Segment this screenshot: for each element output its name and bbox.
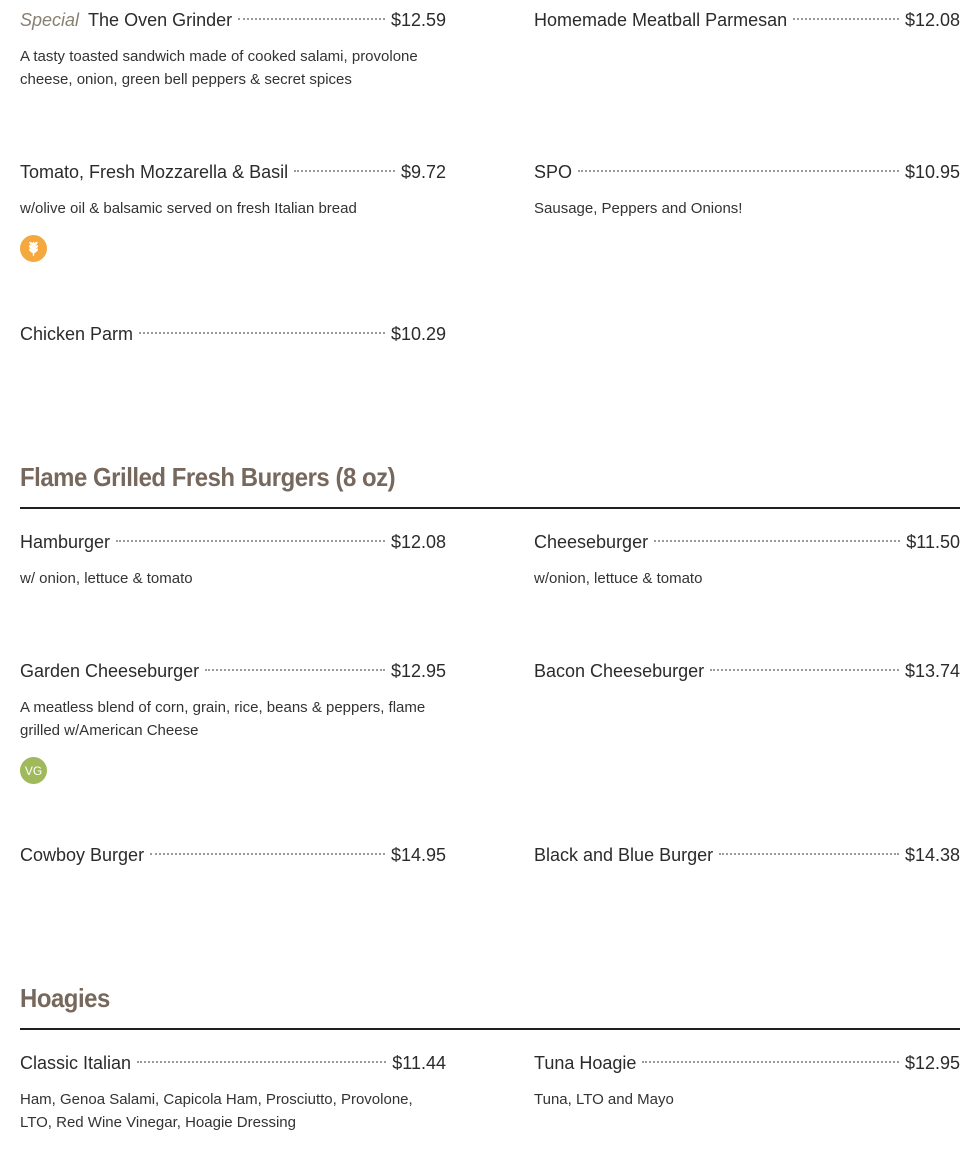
item-price: $12.95: [390, 661, 446, 681]
dot-leader: [150, 853, 385, 855]
menu-item-meatball-parmesan[interactable]: [534, 0, 960, 40]
dot-leader: [137, 1061, 386, 1063]
wheat-icon: [20, 235, 47, 262]
item-price: $12.08: [390, 532, 446, 552]
item-name: Cowboy Burger: [20, 845, 145, 865]
menu-item-garden-cheeseburger[interactable]: [20, 651, 446, 784]
item-description: Ham, Genoa Salami, Capicola Ham, Prosciutto, Provolone, LTO, Red Wine Vinegar, Hoagie Dressing: [20, 1091, 413, 1131]
menu-item-tuna-hoagie[interactable]: [534, 1043, 960, 1111]
dot-leader: [205, 669, 385, 671]
item-name: The Oven Grinder: [88, 10, 233, 30]
dot-leader: [719, 853, 899, 855]
item-name: Hamburger: [20, 532, 111, 552]
item-name: Tuna Hoagie: [534, 1053, 637, 1073]
dot-leader: [578, 170, 899, 172]
item-name: Classic Italian: [20, 1053, 132, 1073]
item-description: Sausage, Peppers and Onions!: [534, 200, 743, 217]
item-price: $9.72: [400, 162, 446, 182]
menu-item-chicken-parm[interactable]: [20, 314, 446, 354]
menu-item-spo[interactable]: [534, 152, 960, 220]
item-description: Tuna, LTO and Mayo: [534, 1091, 674, 1108]
item-name: Cheeseburger: [534, 532, 649, 552]
section-title-burgers: Flame Grilled Fresh Burgers (8 oz): [20, 462, 396, 492]
dot-leader: [139, 332, 385, 334]
dot-leader: [793, 18, 899, 20]
item-price: $13.74: [904, 661, 960, 681]
item-price: $10.95: [904, 162, 960, 182]
menu-item-hamburger[interactable]: [20, 522, 446, 590]
item-price: $11.44: [392, 1053, 446, 1073]
menu-item-oven-grinder[interactable]: [20, 0, 446, 91]
item-name: Bacon Cheeseburger: [534, 661, 705, 681]
item-name: SPO: [534, 162, 573, 182]
menu-item-black-and-blue-burger[interactable]: [534, 835, 960, 875]
vegetarian-badge-icon: VG: [20, 757, 47, 784]
section-title-hoagies: Hoagies: [20, 983, 110, 1013]
item-price: $11.50: [906, 532, 960, 552]
special-tag: Special: [20, 10, 80, 30]
item-name: Black and Blue Burger: [534, 845, 714, 865]
section-divider: [20, 507, 960, 509]
dot-leader: [238, 18, 385, 20]
item-price: $10.29: [390, 324, 446, 344]
item-description: w/olive oil & balsamic served on fresh Italian bread: [20, 200, 357, 217]
menu-item-cheeseburger[interactable]: [534, 522, 960, 590]
item-name: Homemade Meatball Parmesan: [534, 10, 788, 30]
dot-leader: [116, 540, 385, 542]
item-description: w/onion, lettuce & tomato: [534, 570, 703, 587]
dot-leader: [710, 669, 899, 671]
dot-leader: [642, 1061, 899, 1063]
item-name: Tomato, Fresh Mozzarella & Basil: [20, 162, 289, 182]
menu-item-cowboy-burger[interactable]: [20, 835, 446, 875]
menu-item-tomato-mozzarella-basil[interactable]: [20, 152, 446, 262]
section-divider: [20, 1028, 960, 1030]
menu-item-classic-italian[interactable]: [20, 1043, 446, 1134]
dot-leader: [294, 170, 395, 172]
item-description: A meatless blend of corn, grain, rice, beans & peppers, flame grilled w/American Cheese: [20, 699, 426, 739]
item-name: Chicken Parm: [20, 324, 134, 344]
item-description: A tasty toasted sandwich made of cooked salami, provolone cheese, onion, green bell peppers & secret spices: [20, 48, 418, 88]
item-price: $14.38: [904, 845, 960, 865]
item-price: $14.95: [390, 845, 446, 865]
item-description: w/ onion, lettuce & tomato: [20, 570, 193, 587]
item-name: Garden Cheeseburger: [20, 661, 200, 681]
item-price: $12.95: [904, 1053, 960, 1073]
dot-leader: [654, 540, 900, 542]
menu-item-bacon-cheeseburger[interactable]: [534, 651, 960, 691]
item-price: $12.08: [904, 10, 960, 30]
item-price: $12.59: [390, 10, 446, 30]
